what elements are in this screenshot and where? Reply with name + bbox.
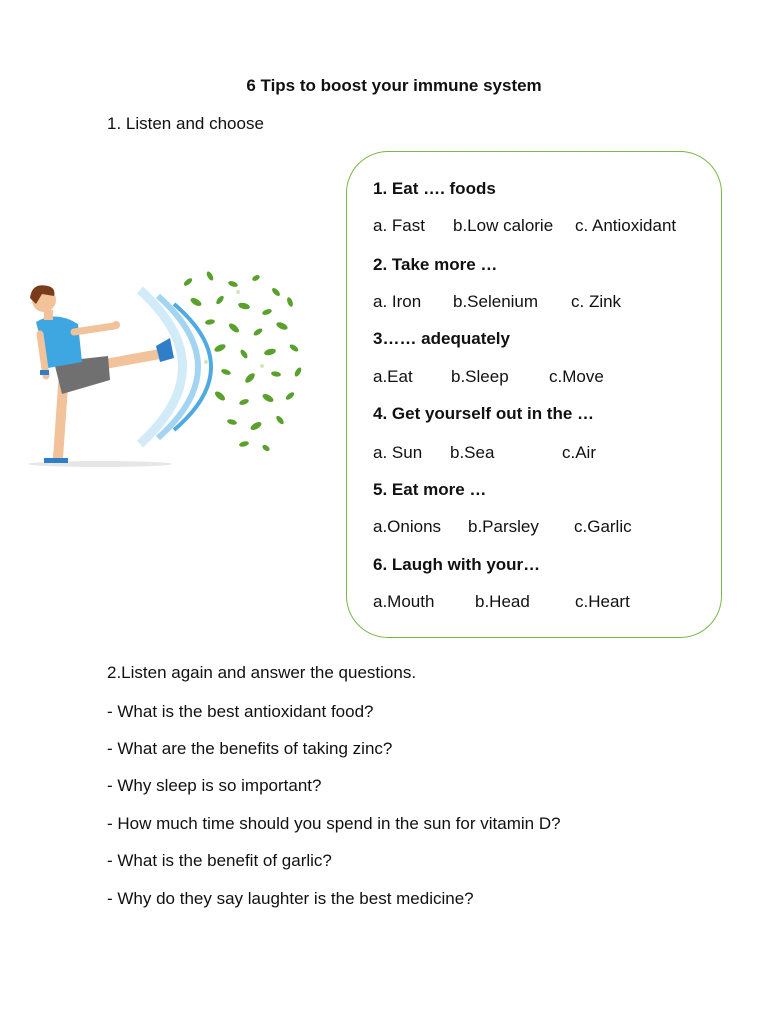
q4-option-c: c.Air — [562, 443, 596, 462]
q1-option-c: c. Antioxidant — [575, 216, 677, 235]
section-2-heading: 2.Listen again and answer the questions. — [107, 663, 417, 682]
open-question-2: - What are the benefits of taking zinc? — [107, 739, 393, 758]
open-question-1: - What is the best antioxidant food? — [107, 702, 374, 721]
q2-option-b: b.Selenium — [453, 292, 539, 311]
question-1: 1. Eat …. foods — [373, 179, 496, 198]
q5-option-b: b.Parsley — [468, 517, 539, 536]
q5-option-a: a.Onions — [373, 517, 442, 536]
shield-wave-icon — [140, 290, 211, 444]
open-question-5: - What is the benefit of garlic? — [107, 851, 332, 870]
section-1-heading: 1. Listen and choose — [107, 114, 264, 133]
q3-option-c: c.Move — [549, 367, 604, 386]
q2-option-a: a. Iron — [373, 292, 422, 311]
open-question-6: - Why do they say laughter is the best medicine? — [107, 889, 474, 908]
q3-option-a: a.Eat — [373, 367, 413, 386]
question-4: 4. Get yourself out in the … — [373, 404, 595, 423]
q1-option-b: b.Low calorie — [453, 216, 554, 235]
q6-option-b: b.Head — [475, 592, 530, 611]
question-2: 2. Take more … — [373, 255, 498, 274]
q2-option-c: c. Zink — [571, 292, 622, 311]
person-kicking-icon — [28, 285, 174, 467]
q6-option-c: c.Heart — [575, 592, 630, 611]
q4-option-a: a. Sun — [373, 443, 423, 462]
page-title: 6 Tips to boost your immune system — [246, 76, 542, 95]
q3-option-b: b.Sleep — [451, 367, 509, 386]
q4-option-b: b.Sea — [450, 443, 495, 462]
question-3: 3…… adequately — [373, 329, 510, 348]
q1-option-a: a. Fast — [373, 216, 425, 235]
q5-option-c: c.Garlic — [574, 517, 632, 536]
kicking-germs-illustration — [20, 262, 310, 472]
q6-option-a: a.Mouth — [373, 592, 435, 611]
question-5: 5. Eat more … — [373, 480, 487, 499]
open-question-4: - How much time should you spend in the sun for vitamin D? — [107, 814, 561, 833]
question-6: 6. Laugh with your… — [373, 555, 541, 574]
open-question-3: - Why sleep is so important? — [107, 776, 322, 795]
